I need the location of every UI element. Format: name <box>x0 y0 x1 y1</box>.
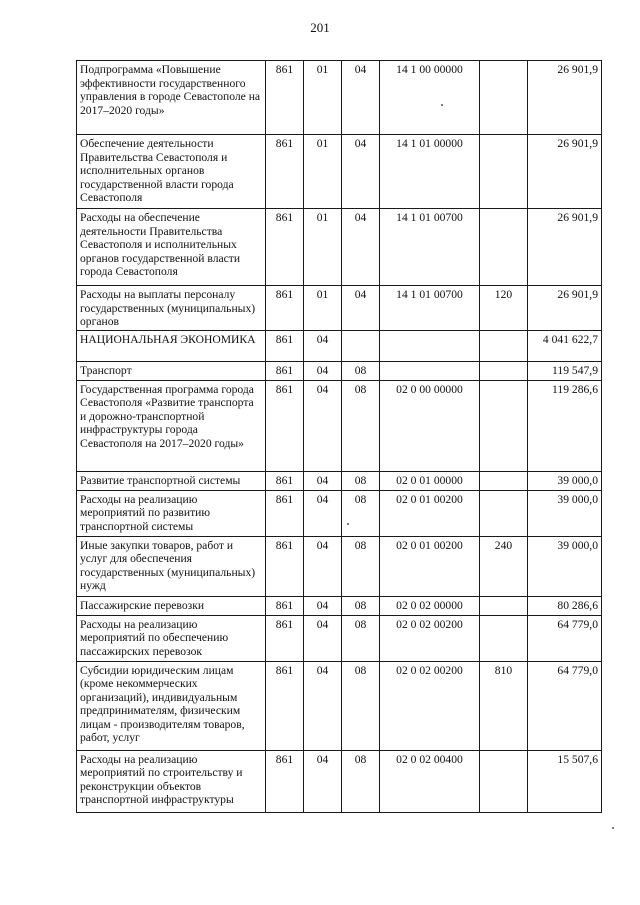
row-rz: 01 <box>304 135 342 209</box>
row-name: Субсидии юридическим лицам (кроме некоммерческих организаций), индивидуальным предпринимателям, физическим лицам - производителям товаров, работ, услуг <box>77 661 266 750</box>
row-pr: 04 <box>342 209 380 286</box>
table-row <box>77 750 602 812</box>
row-rz: 04 <box>304 750 342 812</box>
row-rz: 04 <box>304 596 342 615</box>
row-pr: 04 <box>342 61 380 135</box>
row-name: Расходы на реализацию мероприятий по обеспечению пассажирских перевозок <box>77 615 266 661</box>
row-vr: 810 <box>480 661 528 750</box>
row-sum: 119 547,9 <box>528 361 602 380</box>
row-name: Расходы на выплаты персоналу государственных (муниципальных) органов <box>77 286 266 331</box>
row-vr <box>480 596 528 615</box>
row-name: Обеспечение деятельности Правительства Севастополя и исполнительных органов государственной власти города Севастополя <box>77 135 266 209</box>
row-vr <box>480 330 528 361</box>
row-pr: 08 <box>342 750 380 812</box>
row-vr <box>480 61 528 135</box>
table-row <box>77 490 602 536</box>
row-vr <box>480 615 528 661</box>
row-csr: 02 0 02 00200 <box>380 615 480 661</box>
row-sum: 26 901,9 <box>528 135 602 209</box>
row-sum: 119 286,6 <box>528 380 602 471</box>
row-csr <box>380 330 480 361</box>
row-gr: 861 <box>266 750 304 812</box>
row-vr <box>480 135 528 209</box>
row-csr: 14 1 00 00000 <box>380 61 480 135</box>
row-name: Расходы на реализацию мероприятий по развитию транспортной системы <box>77 490 266 536</box>
row-pr: 08 <box>342 596 380 615</box>
budget-table <box>76 60 602 813</box>
table-row <box>77 286 602 331</box>
row-name: Государственная программа города Севастополя «Развитие транспорта и дорожно-транспортной инфраструктуры города Севастополя на 2017–2020 годы» <box>77 380 266 471</box>
row-sum: 64 779,0 <box>528 615 602 661</box>
table-row <box>77 471 602 490</box>
row-vr <box>480 750 528 812</box>
row-csr: 02 0 01 00200 <box>380 536 480 596</box>
row-vr: 240 <box>480 536 528 596</box>
row-rz: 04 <box>304 380 342 471</box>
row-gr: 861 <box>266 361 304 380</box>
table-row <box>77 330 602 361</box>
row-gr: 861 <box>266 536 304 596</box>
table-row <box>77 661 602 750</box>
row-pr: 08 <box>342 490 380 536</box>
row-sum: 26 901,9 <box>528 286 602 331</box>
scan-speck <box>347 523 349 525</box>
row-pr <box>342 330 380 361</box>
scan-speck <box>441 104 443 106</box>
row-pr: 08 <box>342 471 380 490</box>
row-sum: 39 000,0 <box>528 471 602 490</box>
row-name: Подпрограмма «Повышение эффективности государственного управления в городе Севастополе на 2017–2020 годы» <box>77 61 266 135</box>
row-csr: 02 0 01 00200 <box>380 490 480 536</box>
row-sum: 39 000,0 <box>528 536 602 596</box>
row-name: Расходы на реализацию мероприятий по строительству и реконструкции объектов транспортной инфраструктуры <box>77 750 266 812</box>
row-vr: 120 <box>480 286 528 331</box>
row-gr: 861 <box>266 286 304 331</box>
row-csr: 14 1 01 00700 <box>380 286 480 331</box>
row-pr: 04 <box>342 135 380 209</box>
row-pr: 08 <box>342 661 380 750</box>
row-sum: 39 000,0 <box>528 490 602 536</box>
row-vr <box>480 361 528 380</box>
row-gr: 861 <box>266 661 304 750</box>
row-sum: 64 779,0 <box>528 661 602 750</box>
row-vr <box>480 490 528 536</box>
row-vr <box>480 471 528 490</box>
row-csr: 14 1 01 00000 <box>380 135 480 209</box>
row-rz: 04 <box>304 661 342 750</box>
row-rz: 04 <box>304 471 342 490</box>
row-name: Пассажирские перевозки <box>77 596 266 615</box>
table-row <box>77 361 602 380</box>
row-rz: 04 <box>304 361 342 380</box>
row-vr <box>480 380 528 471</box>
row-vr <box>480 209 528 286</box>
row-gr: 861 <box>266 380 304 471</box>
table-row <box>77 61 602 135</box>
row-csr <box>380 361 480 380</box>
row-gr: 861 <box>266 330 304 361</box>
table-row <box>77 536 602 596</box>
row-csr: 02 0 02 00000 <box>380 596 480 615</box>
page-number: 201 <box>310 20 330 35</box>
row-rz: 04 <box>304 536 342 596</box>
row-csr: 14 1 01 00700 <box>380 209 480 286</box>
row-rz: 01 <box>304 209 342 286</box>
table-row <box>77 596 602 615</box>
table-row <box>77 380 602 471</box>
table-row <box>77 135 602 209</box>
row-sum: 15 507,6 <box>528 750 602 812</box>
row-csr: 02 0 01 00000 <box>380 471 480 490</box>
row-csr: 02 0 02 00400 <box>380 750 480 812</box>
row-pr: 08 <box>342 361 380 380</box>
scan-speck <box>612 827 614 829</box>
row-name: НАЦИОНАЛЬНАЯ ЭКОНОМИКА <box>77 330 266 361</box>
row-rz: 01 <box>304 61 342 135</box>
row-name: Транспорт <box>77 361 266 380</box>
row-name: Иные закупки товаров, работ и услуг для обеспечения государственных (муниципальных) нужд <box>77 536 266 596</box>
row-gr: 861 <box>266 61 304 135</box>
row-rz: 04 <box>304 490 342 536</box>
row-rz: 04 <box>304 615 342 661</box>
row-name: Развитие транспортной системы <box>77 471 266 490</box>
row-sum: 4 041 622,7 <box>528 330 602 361</box>
row-sum: 26 901,9 <box>528 61 602 135</box>
row-name: Расходы на обеспечение деятельности Правительства Севастополя и исполнительных органов государственной власти города Севастополя <box>77 209 266 286</box>
row-gr: 861 <box>266 490 304 536</box>
row-rz: 04 <box>304 330 342 361</box>
row-pr: 08 <box>342 380 380 471</box>
row-gr: 861 <box>266 209 304 286</box>
row-csr: 02 0 02 00200 <box>380 661 480 750</box>
row-pr: 08 <box>342 536 380 596</box>
table-row <box>77 209 602 286</box>
row-rz: 01 <box>304 286 342 331</box>
row-gr: 861 <box>266 596 304 615</box>
row-gr: 861 <box>266 471 304 490</box>
table-row <box>77 615 602 661</box>
row-pr: 04 <box>342 286 380 331</box>
row-gr: 861 <box>266 135 304 209</box>
row-csr: 02 0 00 00000 <box>380 380 480 471</box>
row-sum: 26 901,9 <box>528 209 602 286</box>
row-pr: 08 <box>342 615 380 661</box>
row-sum: 80 286,6 <box>528 596 602 615</box>
row-gr: 861 <box>266 615 304 661</box>
